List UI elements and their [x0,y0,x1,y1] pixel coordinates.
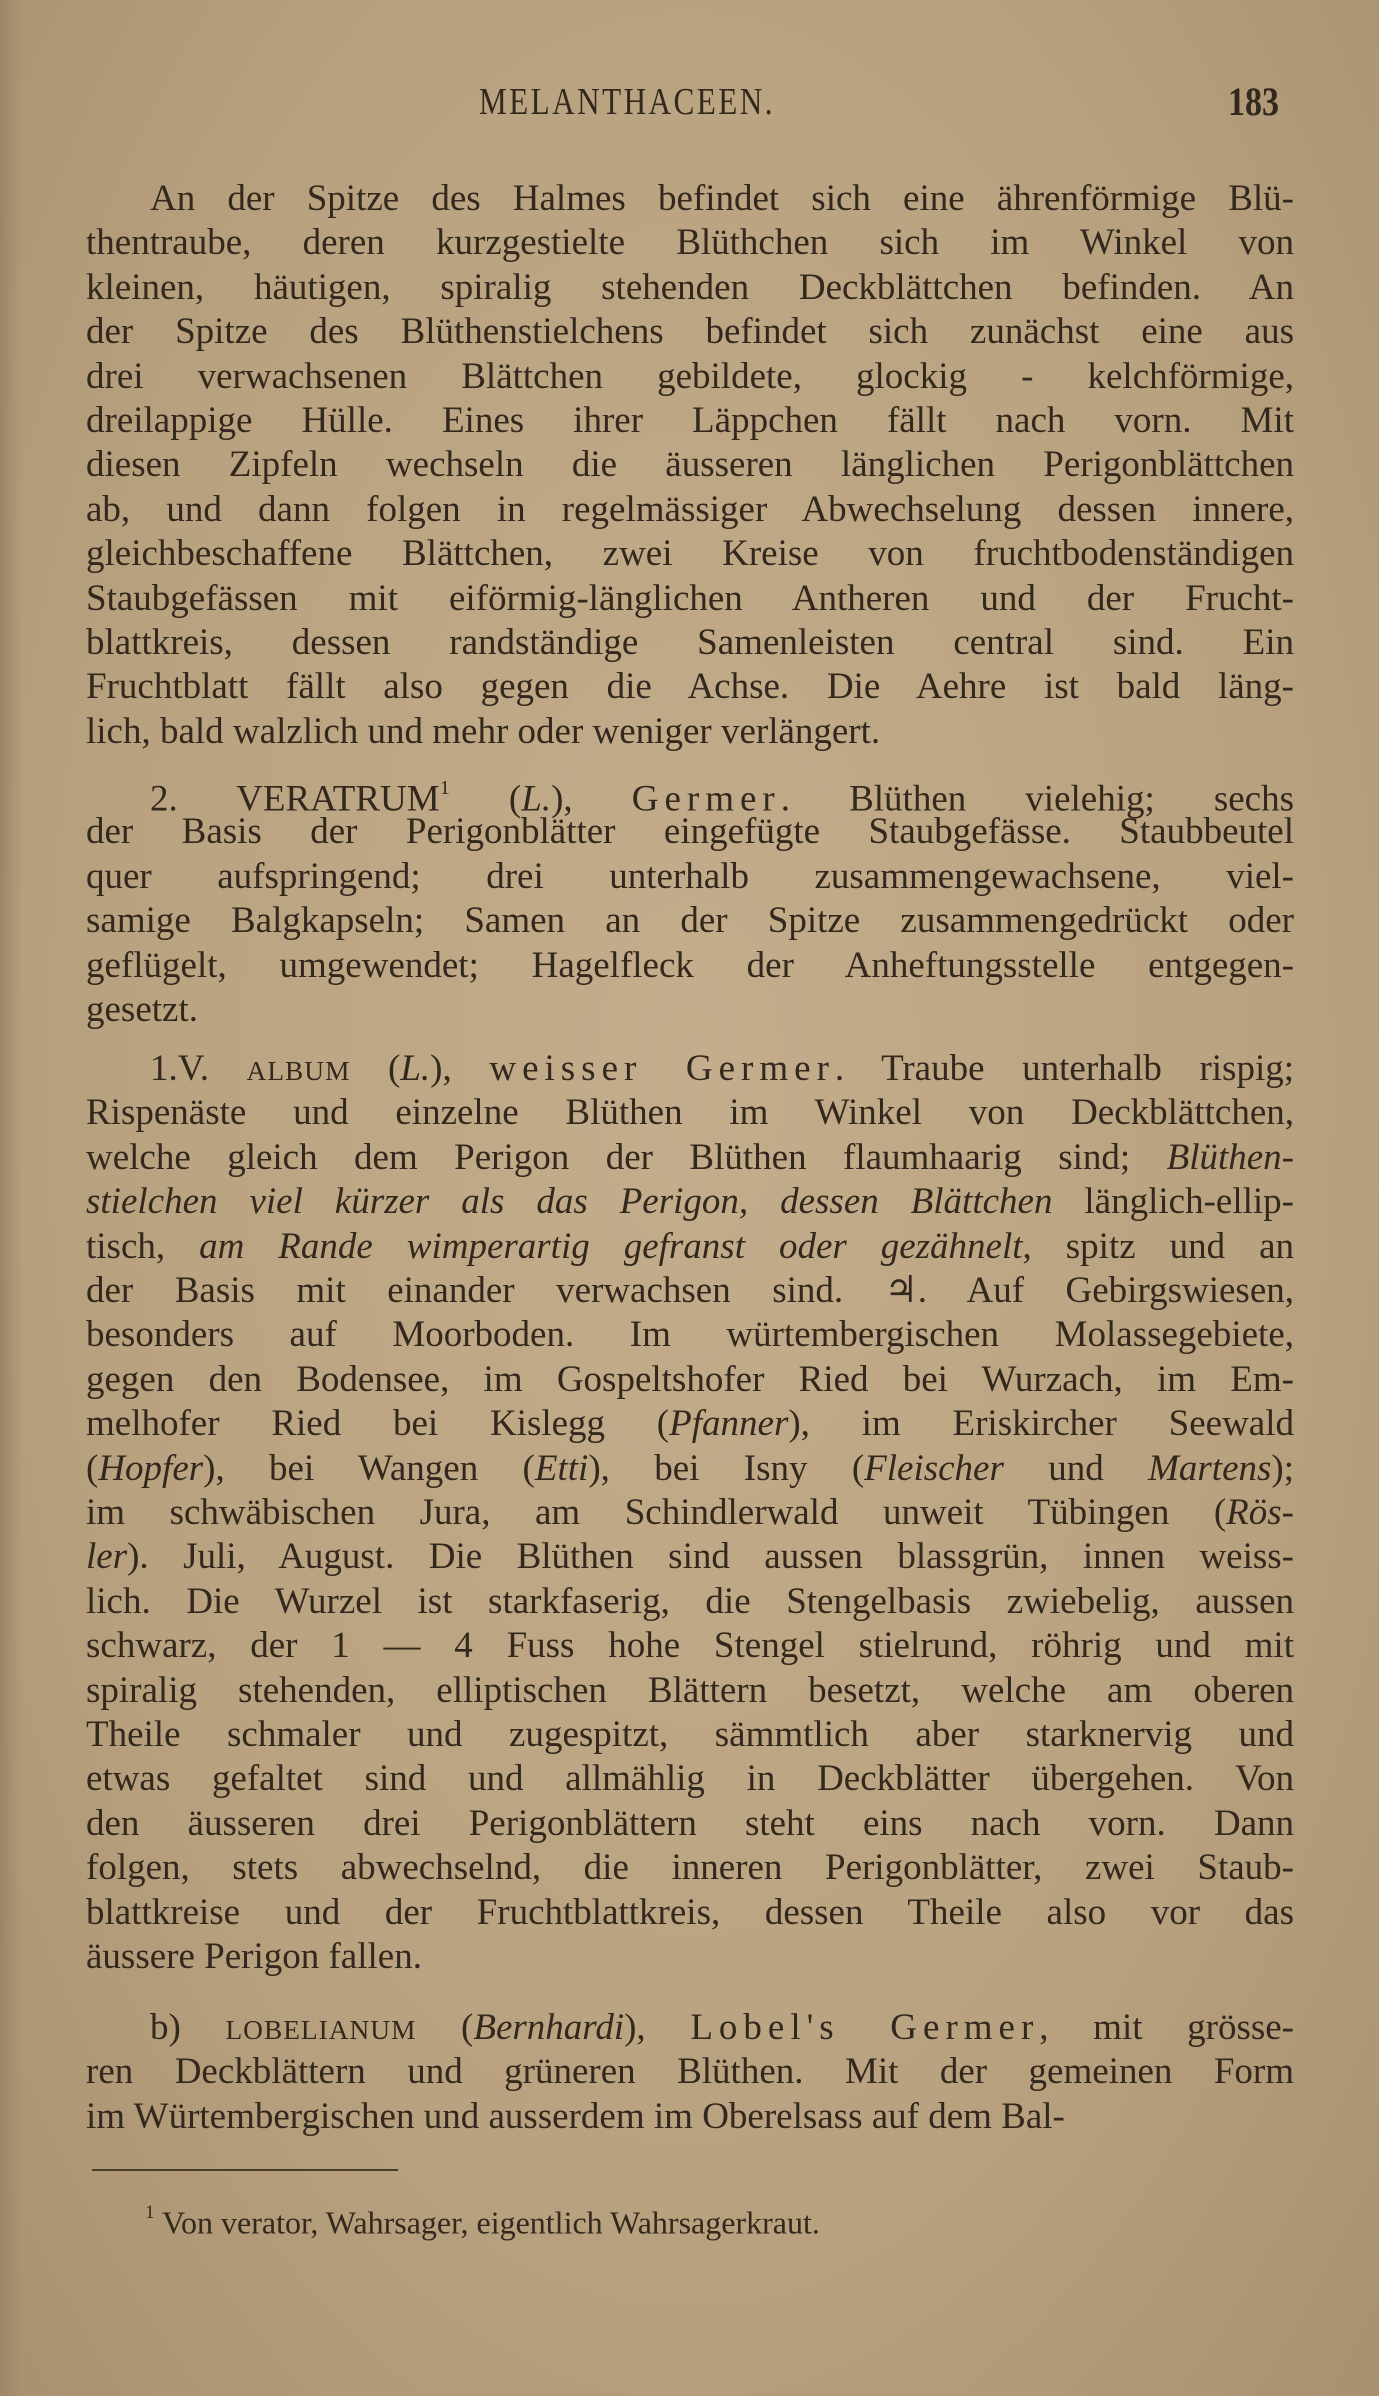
text-line [86,355,1294,399]
text-segment: blattkreis, dessen randständige Samenleisten central sind. Ein [86,622,1294,663]
italic-text: Blüthen- [1166,1137,1294,1178]
text-segment: ren Deckblättern und grüneren Blüthen. Mit der gemeinen Form [86,2051,1294,2092]
text-segment: den äusseren drei Perigonblättern steht eins nach vorn. Dann [86,1803,1294,1844]
text-segment: , spitz und an [1022,1226,1294,1267]
text-line [86,1713,1294,1757]
text-segment: geflügelt, umgewendet; Hagelfleck der Anheftungsstelle entgegen- [86,945,1294,986]
text-segment: schwarz, der 1 — 4 Fuss hohe Stengel stielrund, röhrig und mit [86,1625,1294,1666]
text-segment: ), [551,778,632,820]
text-segment: etwas gefaltet sind und allmählig in Deckblätter übergehen. Von [86,1758,1294,1799]
text-line [86,855,1294,899]
text-line [86,532,1294,576]
text-segment: Theile schmaler und zugespitzt, sämmtlich aber starknervig und [86,1714,1294,1755]
text-line [86,944,1294,988]
small-caps-text: LOBELIANUM [225,2015,417,2045]
text-line [86,2050,1294,2094]
text-segment: b) [150,2007,226,2048]
text-segment: tisch, [86,1226,200,1267]
text-segment: und [1003,1448,1149,1489]
text-segment: lich. Die Wurzel ist starkfaserig, die Stengelbasis zwiebelig, aussen [86,1581,1294,1622]
text-segment: Staubgefässen mit eiförmig-länglichen Antheren und der Frucht- [86,578,1294,619]
text-segment: spiralig stehenden, elliptischen Blättern besetzt, welche am oberen [86,1670,1294,1711]
spaced-text: weisser Germer [489,1048,835,1089]
text-segment: diesen Zipfeln wechseln die äusseren länglichen Perigonblättchen [86,444,1294,485]
text-line [150,2006,1294,2050]
text-line [86,399,1294,443]
text-line [86,1091,1294,1135]
text-segment: ( [350,1048,401,1089]
text-line [86,266,1294,310]
italic-text: Etti [534,1448,589,1489]
text-line [86,310,1294,354]
text-segment: dreilappige Hülle. Eines ihrer Läppchen fällt nach vorn. Mit [86,400,1294,441]
text-line [86,1313,1294,1357]
spaced-text: Lobel's Germer [690,2007,1040,2048]
text-line [86,621,1294,665]
text-segment: drei verwachsenen Blättchen gebildete, glockig - kelchförmige, [86,356,1294,397]
text-segment: . Blüthen vielehig; sechs [780,778,1294,820]
text-line [86,1402,1294,1446]
text-segment: länglich-ellip- [1052,1181,1294,1222]
italic-text: Fleischer [864,1448,1004,1489]
text-segment: im Würtembergischen und ausserdem im Oberelsass auf dem Bal- [86,2096,1065,2137]
text-segment: ), bei Isny ( [588,1448,865,1489]
text-segment: ). Juli, August. Die Blüthen sind aussen blassgrün, innen weiss- [127,1536,1294,1577]
text-segment: thentraube, deren kurzgestielte Blüthchen sich im Winkel von [86,222,1294,263]
text-line [86,1358,1294,1402]
text-line [86,1846,1294,1890]
text-segment: im schwäbischen Jura, am Schindlerwald unweit Tübingen ( [86,1492,1227,1533]
text-segment: ), [430,1048,490,1089]
text-segment: . Traube unterhalb rispig; [834,1048,1294,1089]
text-segment: folgen, stets abwechselnd, die inneren Perigonblätter, zwei Staub- [86,1847,1294,1888]
text-segment: quer aufspringend; drei unterhalb zusammengewachsene, viel- [86,856,1294,897]
text-line [86,577,1294,621]
text-segment: der Basis der Perigonblätter eingefügte Staubgefässe. Staubbeutel [86,811,1294,852]
text-segment: lich, bald walzlich und mehr oder weniger verlängert. [86,711,881,752]
text-segment: gleichbeschaffene Blättchen, zwei Kreise von fruchtbodenständigen [86,533,1294,574]
running-head-title: MELANTHACEEN. [479,81,775,123]
footnote-text: Von verator, Wahrsager, eigentlich Wahrsagerkraut. [154,2204,820,2241]
page-number: 183 [1228,79,1279,124]
text-line [150,177,1294,221]
text-segment: ( [416,2007,474,2048]
text-line [86,988,1294,1032]
text-line [86,1935,1294,1979]
footnote-divider [92,2169,398,2171]
text-segment: 1.V. [150,1048,247,1089]
text-line [86,810,1294,854]
text-segment: welche gleich dem Perigon der Blüthen flaumhaarig sind; [86,1137,1167,1178]
text-line [86,1891,1294,1935]
text-line [86,1447,1294,1491]
text-segment: blattkreise und der Fruchtblattkreis, dessen Theile also vor das [86,1892,1294,1933]
text-segment: gegen den Bodensee, im Gospeltshofer Ried bei Wurzach, im Em- [86,1359,1294,1400]
text-line [86,1802,1294,1846]
text-line [86,1491,1294,1535]
text-segment: ab, und dann folgen in regelmässiger Abwechselung dessen innere, [86,489,1294,530]
text-line [86,1136,1294,1180]
footnote [145,2192,820,2243]
text-segment: ), [624,2007,691,2048]
page-edge-shadow [0,0,22,2396]
text-segment: ), bei Wangen ( [203,1448,535,1489]
text-segment: , mit grösse- [1039,2007,1294,2048]
italic-text: Rös- [1226,1492,1294,1533]
text-line [150,1047,1294,1091]
text-line [86,1624,1294,1668]
italic-text: Martens [1148,1448,1272,1489]
text-segment: äussere Perigon fallen. [86,1936,422,1977]
text-line [86,488,1294,532]
italic-text: Pfanner [669,1403,789,1444]
text-segment: Rispenäste und einzelne Blüthen im Winkel von Deckblättchen, [86,1092,1294,1133]
text-line [150,766,1294,820]
italic-text: L. [400,1048,431,1089]
text-line [86,665,1294,709]
text-segment: kleinen, häutigen, spiralig stehenden Deckblättchen befinden. An [86,267,1294,308]
text-segment: der Spitze des Blüthenstielchens befindet sich zunächst eine aus [86,311,1294,352]
italic-text: am Rande wimperartig gefranst oder gezähnelt [199,1226,1023,1267]
text-segment: besonders auf Moorboden. Im würtembergischen Molassegebiete, [86,1314,1294,1355]
text-line [86,443,1294,487]
text-line [86,1225,1294,1269]
text-segment: Fruchtblatt fällt also gegen die Achse. Die Aehre ist bald läng- [86,666,1294,707]
text-line [86,710,1294,754]
text-segment: der Basis mit einander verwachsen sind. ♃. Auf Gebirgswiesen, [86,1270,1294,1311]
text-line [86,899,1294,943]
text-line [86,2095,1294,2139]
text-segment: gesetzt. [86,989,198,1030]
text-line [86,1757,1294,1801]
text-segment: ( [449,778,522,820]
text-segment: 2. VERATRUM [150,778,440,820]
footnote-marker: 1 [145,2202,155,2223]
text-segment: ); [1271,1448,1294,1489]
footnote-reference: 1 [439,777,450,799]
text-segment: ( [86,1448,99,1489]
italic-text: ler [86,1536,128,1577]
spaced-text: Germer [631,778,781,820]
text-line [86,1669,1294,1713]
italic-text: Bernhardi [473,2007,625,2048]
text-line [86,221,1294,265]
text-segment: ), im Eriskircher Seewald [788,1403,1294,1444]
text-line [86,1269,1294,1313]
text-line [86,1580,1294,1624]
italic-text: L. [521,778,552,820]
text-segment: melhofer Ried bei Kislegg ( [86,1403,670,1444]
small-caps-text: ALBUM [246,1056,351,1086]
text-line [86,1535,1294,1579]
italic-text: Hopfer [98,1448,204,1489]
text-segment: samige Balgkapseln; Samen an der Spitze zusammengedrückt oder [86,900,1294,941]
italic-text: stielchen viel kürzer als das Perigon, dessen Blättchen [86,1181,1053,1222]
text-segment: An der Spitze des Halmes befindet sich eine ährenförmige Blü- [150,178,1294,219]
text-line [86,1180,1294,1224]
